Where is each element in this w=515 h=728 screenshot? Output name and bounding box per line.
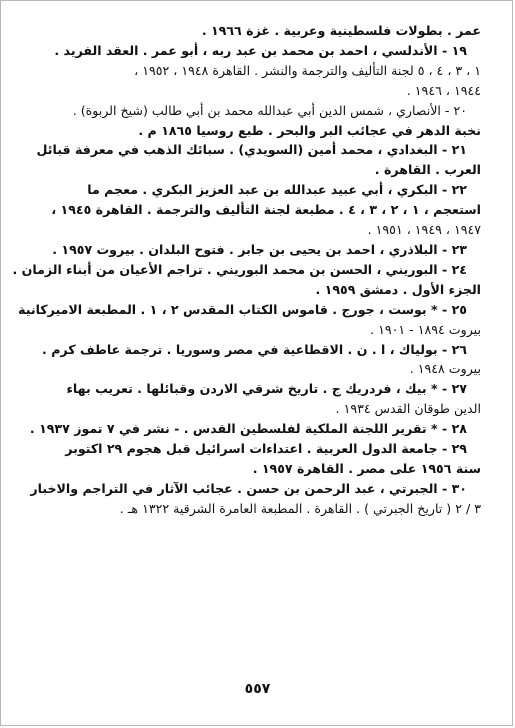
text-line: سنة ١٩٥٦ على مصر . القاهرة ١٩٥٧ . (252, 460, 481, 476)
entry-20 (41, 101, 481, 141)
text-line: ٢٨ - * تقرير اللجنة الملكية لفلسطين القدس . - نشر في ٧ تموز ١٩٣٧ . (29, 421, 467, 437)
text-line: الجزء الأول . دمشق ١٩٥٩ . (315, 281, 481, 297)
entry-29 (41, 439, 481, 479)
entry-19 (41, 41, 481, 101)
text-line: ٢٤ - البوريني ، الحسن بن محمد البوريني . تراجم الأعيان من أبناء الزمان . (12, 261, 467, 277)
text-line: ١٩ - الأندلسي ، احمد بن محمد بن عبد ربه ، أبو عمر . العقد الفريد . (54, 42, 467, 58)
text-line: الدين طوقان القدس ١٩٣٤ . (335, 401, 481, 417)
bibliography-page (12, 21, 481, 519)
text-line: نخبة الدهر في عجائب البر والبحر . طبع روسيا ١٨٦٥ م . (138, 122, 481, 138)
text-line: ١٩٤٧ ، ١٩٤٩ ، ١٩٥١ . (367, 222, 481, 238)
text-line: ١ ، ٣ ، ٤ ، ٥ لجنة التأليف والترجمة والنشر . القاهرة ١٩٤٨ ، ١٩٥٢ ، (134, 62, 481, 78)
text-line: ١٩٤٤ ، ١٩٤٦ . (406, 82, 481, 98)
text-line: ٢٦ - بولياك ، ا . ن . الاقطاعية في مصر وسوريا . ترجمة عاطف كرم . (42, 341, 467, 357)
entry-27 (41, 379, 481, 419)
text-line: ٢١ - البغدادي ، محمد أمين (السويدي) . سبائك الذهب في معرفة قبائل (36, 142, 467, 158)
entry-23 (41, 240, 481, 260)
text-line: استعجم ، ١ ، ٢ ، ٣ ، ٤ . مطبعة لجنة التأليف والترجمة . القاهرة ١٩٤٥ ، (51, 202, 481, 218)
text-line: ٢٧ - * بيك ، فردريك ج . تاريخ شرقي الاردن وقبائلها . تعريب بهاء (66, 381, 467, 397)
text-line: بيروت ١٩٤٨ . (409, 361, 481, 377)
text-line: ٣ / ٢ ( تاريخ الجبرتي ) . القاهرة . المطبعة العامرة الشرقية ١٣٢٢ هـ . (119, 500, 481, 516)
text-line: ٢٥ - * بوست ، جورج . قاموس الكتاب المقدس ٢ ، ١ . المطبعة الاميركانية (18, 301, 467, 317)
entry-30 (30, 479, 481, 519)
entry-22 (41, 180, 481, 240)
entry-28 (29, 419, 481, 439)
text-line: ٢٩ - جامعة الدول العربية . اعتداءات اسرائيل قبل هجوم ٢٩ اكتوبر (65, 441, 467, 457)
page-number: ٥٥٧ (244, 681, 271, 697)
text-line: ٢٢ - البكري ، أبي عبيد عبدالله بن عبد العزيز البكري . معجم ما (87, 182, 467, 198)
text-line: ٢٠ - الأنصاري ، شمس الدين أبي عبدالله محمد بن أبي طالب (شيخ الربوة) . (72, 102, 467, 118)
entry-25 (18, 300, 481, 340)
entry-24 (12, 260, 481, 300)
text-line: العرب . القاهرة . (374, 162, 481, 178)
text-line: ٣٠ - الجبرتي ، عبد الرحمن بن حسن . عجائب الآثار في التراجم والاخبار (30, 480, 467, 496)
entry-18-continuation (41, 21, 481, 41)
text-line: ٢٣ - البلاذري ، احمد بن يحيى بن جابر . فتوح البلدان . بيروت ١٩٥٧ . (52, 241, 467, 257)
text-line: عمر . بطولات فلسطينية وعربية . غزة ١٩٦٦ . (201, 23, 481, 38)
entry-26 (41, 340, 481, 380)
entry-21 (36, 140, 481, 180)
text-line: بيروت ١٨٩٤ - ١٩٠١ . (370, 321, 481, 337)
